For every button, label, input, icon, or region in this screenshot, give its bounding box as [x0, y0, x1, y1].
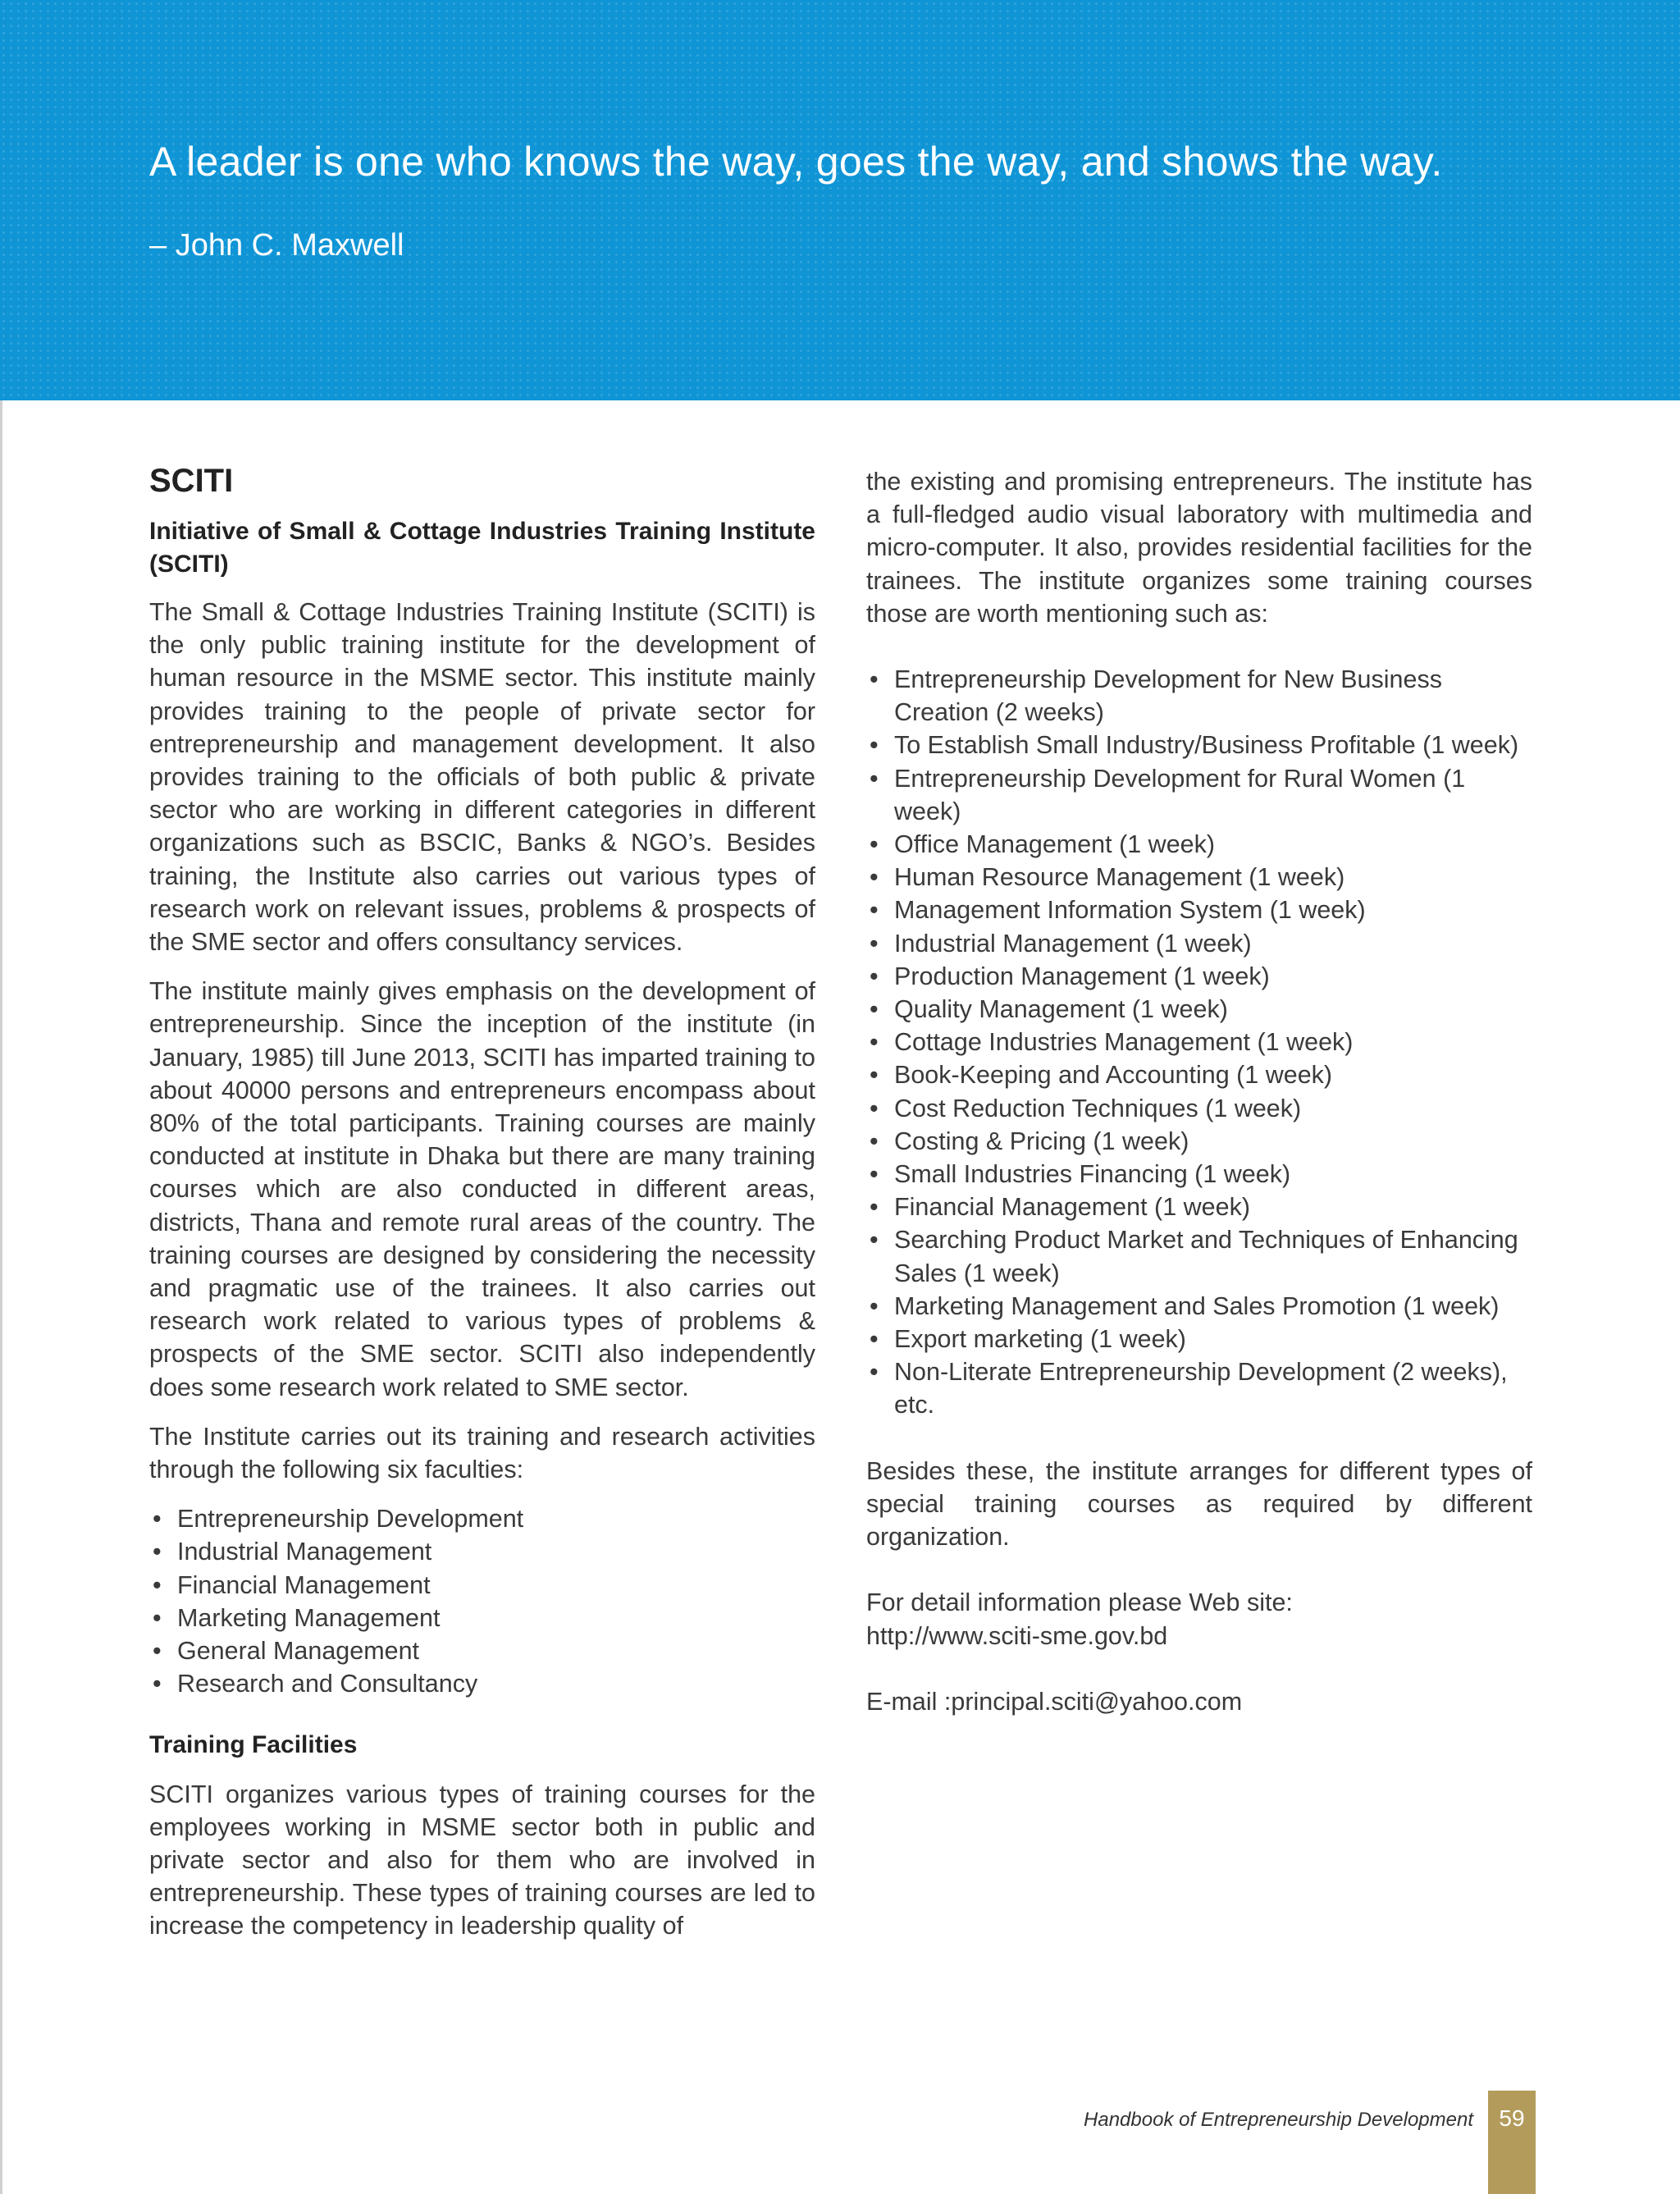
article-subtitle: Initiative of Small & Cottage Industries Training Institute (SCITI)	[149, 518, 815, 578]
list-item: • Non-Literate Entrepreneurship Development (2 weeks), etc.	[866, 1355, 1532, 1421]
list-item: • Human Resource Management (1 week)	[866, 861, 1532, 894]
list-item: • Small Industries Financing (1 week)	[866, 1158, 1532, 1191]
facilities-continued-paragraph: the existing and promising entrepreneurs. The institute has a full-fledged audio visual laboratory with multimedia and micro-computer. It also, provides residential facilities for the trainees. The institute organizes some training courses those are worth mentioning such as:	[866, 468, 1532, 628]
list-item: • Marketing Management	[149, 1602, 815, 1634]
footer-book-title: Handbook of Entrepreneurship Development	[1084, 2109, 1473, 2131]
list-item: • Financial Management	[149, 1569, 815, 1602]
website-link[interactable]: http://www.sciti-sme.gov.bd	[866, 1621, 1168, 1650]
list-item: • Searching Product Market and Techniques of Enhancing Sales (1 week)	[866, 1223, 1532, 1289]
quote-banner	[0, 0, 1680, 400]
list-item: • Entrepreneurship Development for Rural Women (1 week)	[866, 762, 1532, 828]
page-number: 59	[1499, 2105, 1525, 2131]
list-item: • Entrepreneurship Development	[149, 1502, 815, 1535]
list-item: • General Management	[149, 1634, 815, 1667]
left-column	[149, 461, 815, 1959]
list-item: • Industrial Management (1 week)	[866, 927, 1532, 960]
list-item: • Financial Management (1 week)	[866, 1191, 1532, 1223]
page-number-tab	[1488, 2091, 1536, 2194]
list-item: • Quality Management (1 week)	[866, 993, 1532, 1026]
list-item: • Entrepreneurship Development for New Business Creation (2 weeks)	[866, 663, 1532, 729]
facilities-paragraph: SCITI organizes various types of training courses for the employees working in MSME sector both in public and private sector and also for them who are involved in entrepreneurship. These types of training courses are led to increase the competency in leadership quality of	[149, 1780, 815, 1940]
page-edge-line	[0, 400, 2, 2194]
list-item: • Cost Reduction Techniques (1 week)	[866, 1092, 1532, 1125]
special-courses-paragraph: Besides these, the institute arranges for different types of special training courses as required by different organization.	[866, 1456, 1532, 1552]
courses-list	[866, 663, 1532, 1422]
article-title: SCITI	[149, 463, 234, 499]
emphasis-paragraph: The institute mainly gives emphasis on the development of entrepreneurship. Since the inception of the institute (in January, 1985) till June 2013, SCITI has imparted training to about 40000 persons and entrepreneurs encompass about 80% of the total participants. Training courses are mainly conducted at institute in Dhaka but there are many training courses which are also conducted in different areas, districts, Thana and remote rural areas of the country. The training courses are designed by considering the necessity and pragmatic use of the trainees. It also carries out research work related to various types of problems & prospects of the SME sector. SCITI also independently does some research work related to SME sector.	[149, 977, 815, 1401]
list-item: • Book-Keeping and Accounting (1 week)	[866, 1058, 1532, 1091]
leadership-quote: A leader is one who knows the way, goes the way, and shows the way.	[149, 139, 1443, 185]
list-item: • Costing & Pricing (1 week)	[866, 1125, 1532, 1158]
right-column	[866, 465, 1532, 1751]
website-label: For detail information please Web site:	[866, 1588, 1293, 1617]
quote-author: – John C. Maxwell	[149, 228, 404, 263]
list-item: • To Establish Small Industry/Business Profitable (1 week)	[866, 729, 1532, 761]
faculties-list	[149, 1502, 815, 1700]
intro-paragraph: The Small & Cottage Industries Training Institute (SCITI) is the only public training institute for the development of human resource in the MSME sector. This institute mainly provides training to the people of private sector for entrepreneurship and management development. It also provides training to the officials of both public & private sector who are working in different categories in different organizations such as BSCIC, Banks & NGO’s. Besides training, the Institute also carries out various types of research work on relevant issues, problems & prospects of the SME sector and offers consultancy services.	[149, 598, 815, 957]
email-contact[interactable]: E-mail :principal.sciti@yahoo.com	[866, 1687, 1243, 1716]
list-item: • Office Management (1 week)	[866, 828, 1532, 861]
list-item: • Export marketing (1 week)	[866, 1323, 1532, 1355]
list-item: • Research and Consultancy	[149, 1667, 815, 1700]
list-item: • Industrial Management	[149, 1535, 815, 1568]
list-item: • Marketing Management and Sales Promotion (1 week)	[866, 1290, 1532, 1323]
list-item: • Management Information System (1 week)	[866, 894, 1532, 926]
contact-block	[866, 1586, 1532, 1652]
list-item: • Cottage Industries Management (1 week)	[866, 1026, 1532, 1058]
training-facilities-heading: Training Facilities	[149, 1730, 358, 1758]
list-item: • Production Management (1 week)	[866, 960, 1532, 993]
faculties-intro-paragraph: The Institute carries out its training and research activities through the following six faculties:	[149, 1422, 815, 1484]
